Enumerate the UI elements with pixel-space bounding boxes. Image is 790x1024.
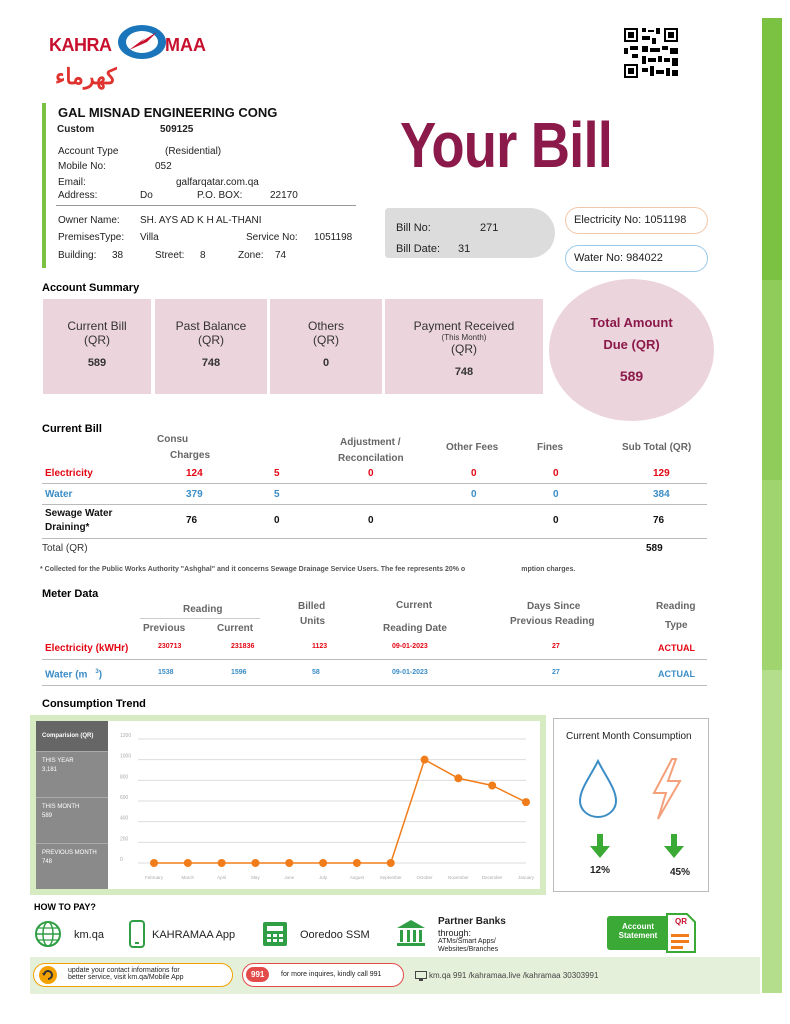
header-fines: Fines <box>537 442 564 453</box>
previous-month-block <box>36 843 108 889</box>
logo-text-right: MAA <box>165 35 206 55</box>
bill-cell-adj: 0 <box>368 515 374 526</box>
bill-total-label: Total (QR) <box>42 543 88 554</box>
data-point <box>353 859 361 867</box>
bill-cell-other: 0 <box>471 468 477 479</box>
header-reconcilation: Reconcilation <box>338 453 404 464</box>
bill-row-divider <box>42 538 707 539</box>
summary-card-label: Past Balance <box>175 319 247 333</box>
data-point <box>522 798 530 806</box>
meter-cell-units: 58 <box>312 669 320 676</box>
bill-row-label: Electricity <box>45 468 93 479</box>
kahramaa-logo <box>45 20 215 90</box>
meter-header-reading-date: Reading Date <box>383 623 447 634</box>
bill-cell-sub: 76 <box>653 515 665 526</box>
meter-header-previous-reading: Previous Reading <box>510 616 595 627</box>
data-point <box>454 774 462 782</box>
summary-card-value: 589 <box>87 357 107 369</box>
logo-text-left: KAHRA <box>49 35 112 55</box>
bill-cell-fines: 0 <box>553 489 559 500</box>
electricity-number-pill <box>565 207 708 234</box>
update-text-line1: update your contact informations for <box>68 967 180 974</box>
y-tick-label: 1200 <box>120 733 132 739</box>
header-consumption: Consu <box>157 434 189 445</box>
meter-header-current-date: Current <box>396 600 433 611</box>
previous-month-label: PREVIOUS MONTH <box>42 850 97 856</box>
trend-inner <box>36 721 540 889</box>
this-month-label: THIS MONTH <box>42 804 80 810</box>
x-tick-label: February <box>144 875 164 880</box>
header-subtotal: Sub Total (QR) <box>622 442 692 453</box>
update-contact-pill[interactable] <box>33 963 233 987</box>
bill-row-divider <box>42 483 707 484</box>
this-year-label: THIS YEAR <box>42 758 74 764</box>
x-tick-label: May <box>251 875 260 880</box>
this-month-value: 589 <box>42 813 53 819</box>
header-adjustment: Adjustment / <box>340 437 401 448</box>
data-point <box>319 859 327 867</box>
premises-value: Villa <box>140 232 159 243</box>
call-text: for more inquires, kindly call 991 <box>281 971 382 978</box>
logo-globe-icon <box>115 22 169 62</box>
water-no-value: 984022 <box>626 252 663 264</box>
owner-label: Owner Name: <box>58 215 120 226</box>
meter-cell-cur: 1596 <box>231 669 247 676</box>
summary-card-label: (QR) <box>313 333 339 347</box>
x-tick-label: July <box>319 875 328 880</box>
call-991-pill[interactable] <box>242 963 404 987</box>
footer-links[interactable]: km.qa 991 /kahramaa.live /kahramaa 30303991 <box>429 971 599 980</box>
bill-cell-adj: 0 <box>368 468 374 479</box>
account-summary-title: Account Summary <box>42 282 140 294</box>
electricity-no-label: Electricity No: <box>574 214 642 226</box>
summary-card-label: Others <box>307 319 344 333</box>
meter-header-billed: Billed <box>298 601 326 612</box>
meter-row-divider <box>42 659 707 660</box>
meter-header-reading: Reading <box>183 604 223 615</box>
meter-row-divider <box>42 685 707 686</box>
bill-row-label-line2: Draining* <box>45 522 90 533</box>
this-month-block <box>36 797 108 843</box>
right-accent-bar <box>762 18 782 993</box>
y-tick-label: 400 <box>120 815 129 822</box>
qr-label: QR <box>675 917 687 926</box>
summary-card <box>270 299 382 394</box>
owner-value: SH. AYS AD K H AL-THANI <box>140 215 262 226</box>
electricity-no-value: 1051198 <box>644 214 687 226</box>
bill-cell-fines: 0 <box>553 515 559 526</box>
meter-header-days-since: Days Since <box>527 601 581 612</box>
summary-card-value: 748 <box>201 357 221 369</box>
meter-cell-date: 09-01-2023 <box>392 669 428 676</box>
series-line <box>154 760 526 863</box>
x-tick-label: January <box>517 875 535 880</box>
current-month-title: Current Month Consumption <box>566 731 692 742</box>
meter-header-reading-type: Reading <box>656 601 696 612</box>
electricity-percentage: 45% <box>670 867 691 878</box>
po-box-label: P.O. BOX: <box>197 190 243 201</box>
meter-cell-date: 09-01-2023 <box>392 643 428 650</box>
bill-no-label: Bill No: <box>396 222 431 234</box>
meter-row-label-end: ) <box>98 669 103 681</box>
building-label: Building: <box>58 250 97 261</box>
zone-value: 74 <box>275 250 287 261</box>
email-value: galfarqatar.com.qa <box>176 177 259 188</box>
summary-card-label: (QR) <box>451 342 477 356</box>
x-tick-label: October <box>416 875 433 880</box>
building-value: 38 <box>112 250 124 261</box>
refresh-icon <box>38 965 58 985</box>
consumption-line-chart <box>108 721 540 889</box>
customer-number: 509125 <box>160 124 194 135</box>
company-name: GAL MISNAD ENGINEERING CONG <box>58 105 278 120</box>
total-amount-due <box>549 279 714 421</box>
customer-label: Custom <box>57 124 95 135</box>
summary-card-label: (QR) <box>84 333 110 347</box>
street-label: Street: <box>155 250 185 261</box>
meter-cell-prev: 1538 <box>158 669 174 676</box>
y-tick-label: 0 <box>120 857 123 863</box>
partner-banks-channels: ATMs/Smart Apps/ <box>438 938 496 945</box>
summary-card <box>43 299 151 394</box>
bill-cell-c2: 5 <box>274 468 280 479</box>
logo-arabic-text: كهرماء <box>55 64 117 89</box>
meter-cell-days: 27 <box>552 669 560 676</box>
x-tick-label: April <box>217 875 227 880</box>
water-down-arrow-icon <box>588 832 612 860</box>
bill-cell-fines: 0 <box>553 468 559 479</box>
meter-header-units: Units <box>300 616 325 627</box>
lightning-bolt-icon <box>646 757 686 821</box>
bank-icon[interactable] <box>395 918 427 948</box>
account-type-value: (Residential) <box>165 146 222 157</box>
account-statement-l1: Account <box>622 922 654 931</box>
water-drop-icon <box>578 759 618 819</box>
current-bill-title: Current Bill <box>42 423 102 435</box>
meter-cell-prev: 230713 <box>158 643 182 650</box>
x-tick-label: August <box>349 875 364 880</box>
address-label: Address: <box>58 190 98 201</box>
x-tick-label: December <box>481 875 503 880</box>
data-point <box>150 859 158 867</box>
globe-icon[interactable] <box>34 920 62 948</box>
data-point <box>387 859 395 867</box>
meter-header-current: Current <box>217 623 254 634</box>
summary-card-value: 748 <box>454 366 474 378</box>
qr-code-icon[interactable] <box>622 26 680 80</box>
y-tick-label: 600 <box>120 795 129 801</box>
bill-no-value: 271 <box>480 222 499 234</box>
customer-divider <box>56 205 356 206</box>
meter-header-previous: Previous <box>143 623 186 634</box>
electricity-down-arrow-icon <box>662 832 686 860</box>
bill-cell-cons: 379 <box>186 489 203 500</box>
meter-cell-cur: 231836 <box>231 643 255 650</box>
account-type-label: Account Type <box>58 146 119 157</box>
meter-row-label <box>45 643 128 654</box>
email-label: Email: <box>58 177 86 188</box>
calculator-icon[interactable] <box>261 920 289 948</box>
meter-cell-type: ACTUAL <box>658 643 695 653</box>
summary-card <box>385 299 543 394</box>
pay-kahramaa-app-link[interactable]: KAHRAMAA App <box>152 929 236 941</box>
header-charges: Charges <box>170 450 211 461</box>
bill-cell-sub: 384 <box>653 489 670 500</box>
account-statement-l2: Statement <box>618 931 658 940</box>
data-point <box>218 859 226 867</box>
meter-data-title: Meter Data <box>42 588 99 600</box>
summary-card-label: Payment Received <box>413 319 515 333</box>
mobile-phone-icon[interactable] <box>128 920 146 948</box>
partner-banks-branches: Websites/Branches <box>438 946 499 953</box>
footnote-text: * Collected for the Public Works Authority "Ashghal" and it concerns Sewage Drainage Service Users. The fee represents 20% o <box>40 566 466 573</box>
po-box-value: 22170 <box>270 190 298 201</box>
meter-cell-days: 27 <box>552 643 560 650</box>
service-label: Service No: <box>246 232 298 243</box>
bill-cell-sub: 129 <box>653 468 670 479</box>
y-tick-label: 800 <box>120 774 129 781</box>
trend-panel <box>30 715 546 895</box>
summary-card-label: (QR) <box>198 333 224 347</box>
page-title: Your Bill <box>400 109 612 181</box>
previous-month-value: 748 <box>42 859 53 865</box>
bill-row-label: Water <box>45 489 73 500</box>
bill-date-value: 31 <box>458 243 471 255</box>
zone-label: Zone: <box>238 250 264 261</box>
meter-header-type: Type <box>665 620 688 631</box>
data-point <box>488 782 496 790</box>
water-number-pill <box>565 245 708 272</box>
header-other-fees: Other Fees <box>446 442 499 453</box>
this-year-value: 3,181 <box>42 767 58 773</box>
mobile-label: Mobile No: <box>58 161 106 172</box>
bill-cell-c2: 0 <box>274 515 280 526</box>
data-point <box>251 859 259 867</box>
how-to-pay-title: HOW TO PAY? <box>34 902 96 912</box>
x-tick-label: November <box>447 875 469 880</box>
data-point <box>285 859 293 867</box>
bill-row-divider <box>42 504 707 505</box>
account-statement-badge <box>607 916 669 950</box>
reading-underline <box>140 618 260 619</box>
meter-cell-units: 1123 <box>312 643 328 650</box>
bill-total-value: 589 <box>646 543 663 554</box>
address-value: Do <box>140 190 153 201</box>
summary-card-label: (This Month) <box>441 333 487 342</box>
sewage-footnote <box>40 566 575 573</box>
bill-cell-c2: 5 <box>274 489 280 500</box>
partner-banks-title[interactable]: Partner Banks <box>438 916 506 927</box>
summary-card-label: Current Bill <box>67 319 127 333</box>
y-tick-label: 200 <box>120 836 129 843</box>
current-month-consumption <box>553 718 709 892</box>
water-no-label: Water No: <box>574 252 624 264</box>
data-point <box>184 859 192 867</box>
bill-cell-cons: 76 <box>186 515 198 526</box>
y-tick-label: 1000 <box>120 753 132 760</box>
update-text-line2: better service, visit km.qa/Mobile App <box>68 974 184 981</box>
mobile-value: 052 <box>155 161 172 172</box>
this-year-block <box>36 751 108 797</box>
meter-row-label <box>45 669 102 680</box>
monitor-icon <box>415 971 427 981</box>
bill-row-label: Sewage Water <box>45 508 113 519</box>
summary-card-value: 0 <box>322 357 330 369</box>
total-label-line1: Total Amount <box>590 315 673 330</box>
premises-label: PremisesType: <box>58 232 125 243</box>
meter-row-label-sup: 3 <box>95 669 99 675</box>
partner-banks-through: through: <box>438 928 472 938</box>
data-point <box>421 756 429 764</box>
comparison-sidebar <box>36 721 108 889</box>
account-statement-button[interactable] <box>607 912 697 954</box>
bill-date-label: Bill Date: <box>396 243 441 255</box>
total-value: 589 <box>619 368 644 384</box>
pay-kmqa-link[interactable]: km.qa <box>74 929 104 941</box>
consumption-trend-title: Consumption Trend <box>42 698 146 710</box>
water-percentage: 12% <box>590 865 611 876</box>
x-tick-label: March <box>181 875 195 880</box>
summary-card <box>155 299 267 394</box>
bill-cell-other: 0 <box>471 489 477 500</box>
call-badge: 991 <box>246 967 269 982</box>
footnote-end: mption charges. <box>521 566 576 573</box>
meter-row-label-text: Water (m <box>45 669 88 681</box>
meter-row-label-text: Electricity (kWHr) <box>45 643 129 654</box>
x-tick-label: June <box>284 875 295 880</box>
total-label-line2: Due (QR) <box>603 337 660 352</box>
bill-cell-cons: 124 <box>186 468 203 479</box>
service-value: 1051198 <box>314 232 353 243</box>
street-value: 8 <box>200 250 206 261</box>
pay-ooredoo-link[interactable]: Ooredoo SSM <box>300 929 370 941</box>
x-tick-label: September <box>379 875 402 880</box>
comparison-header: Comparision (QR) <box>36 721 108 751</box>
meter-cell-type: ACTUAL <box>658 669 695 679</box>
